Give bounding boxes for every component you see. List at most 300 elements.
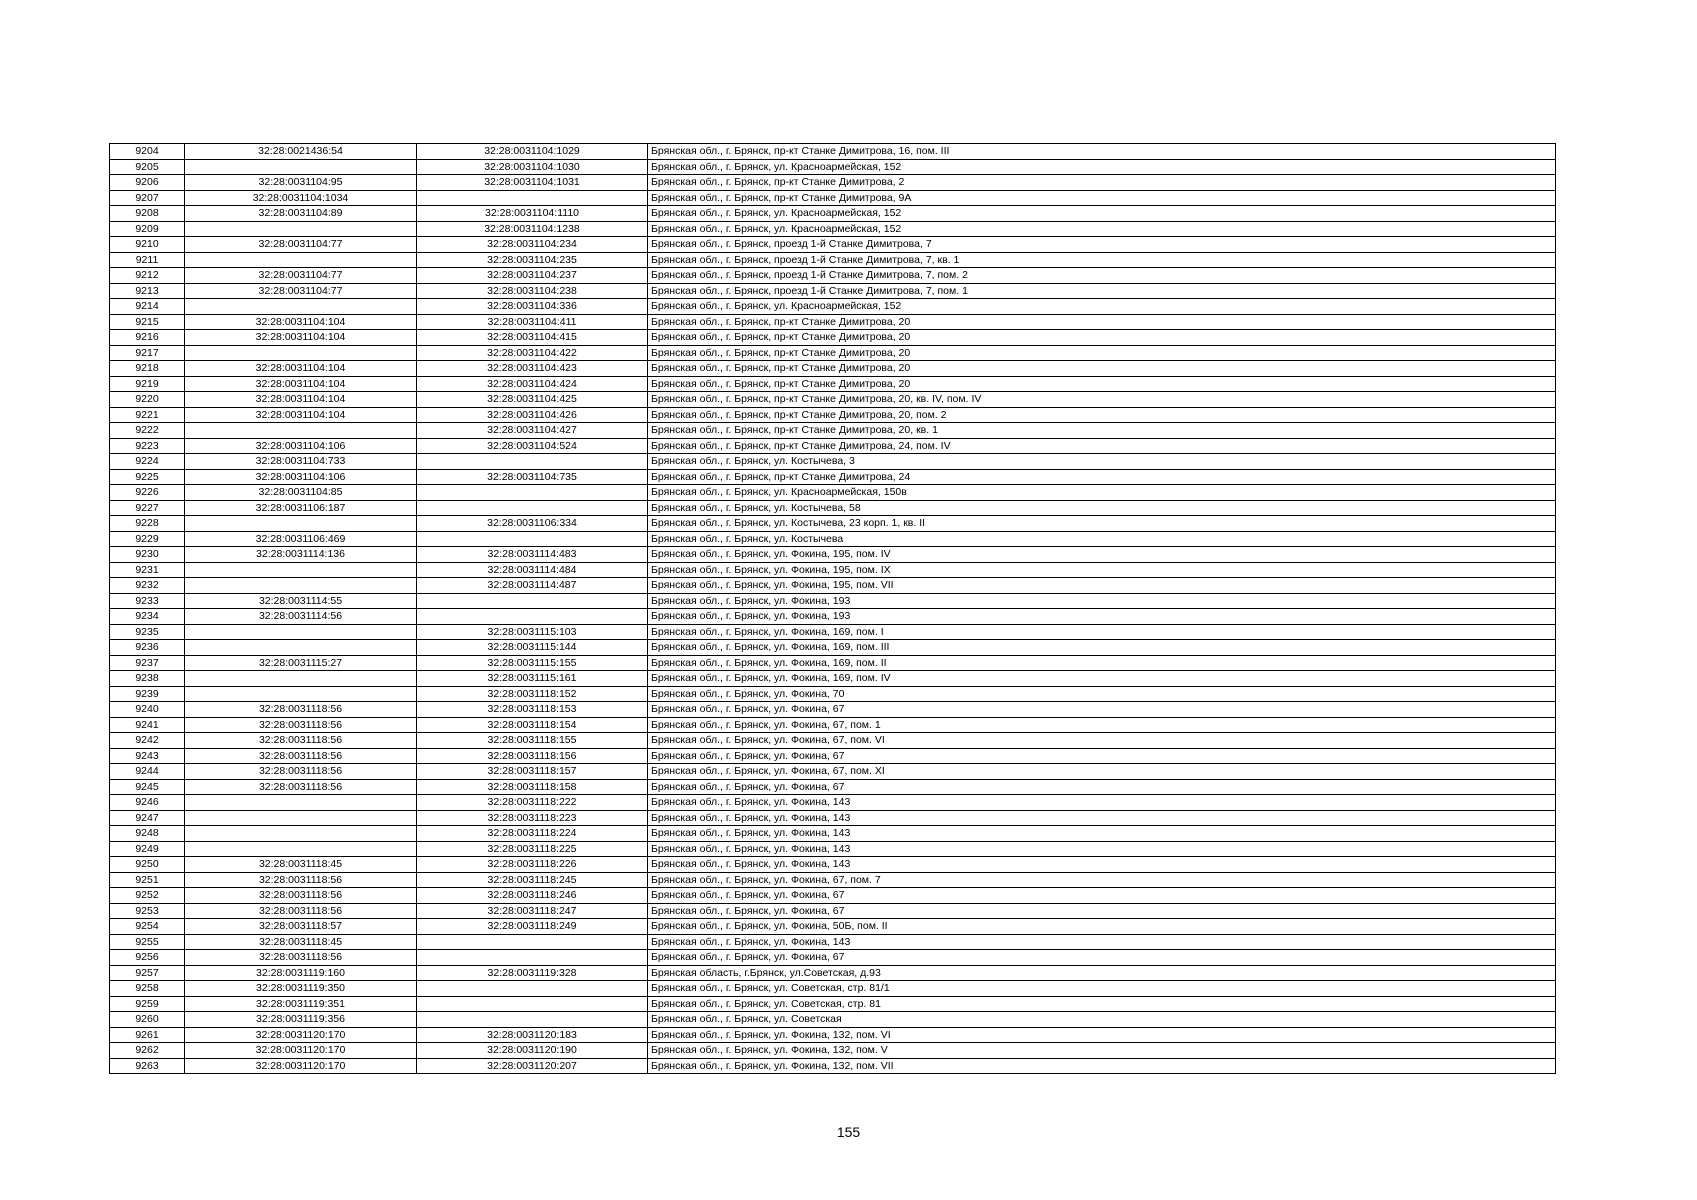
land-cadastral-number-cell: 32:28:0031118:56 [185, 748, 417, 764]
address-cell: Брянская обл., г. Брянск, проезд 1-й Станке Димитрова, 7 [648, 237, 1556, 253]
address-cell: Брянская обл., г. Брянск, пр-кт Станке Димитрова, 20, кв. 1 [648, 423, 1556, 439]
land-cadastral-number-cell: 32:28:0031118:56 [185, 764, 417, 780]
address-cell: Брянская обл., г. Брянск, проезд 1-й Станке Димитрова, 7, пом. 1 [648, 283, 1556, 299]
row-number-cell: 9217 [110, 345, 185, 361]
land-cadastral-number-cell [185, 671, 417, 687]
object-cadastral-number-cell: 32:28:0031118:152 [417, 686, 648, 702]
object-cadastral-number-cell: 32:28:0031118:156 [417, 748, 648, 764]
table-row [110, 144, 1556, 160]
object-cadastral-number-cell: 32:28:0031104:426 [417, 407, 648, 423]
object-cadastral-number-cell: 32:28:0031104:415 [417, 330, 648, 346]
object-cadastral-number-cell: 32:28:0031106:334 [417, 516, 648, 532]
row-number-cell: 9255 [110, 934, 185, 950]
object-cadastral-number-cell [417, 609, 648, 625]
table-row [110, 516, 1556, 532]
land-cadastral-number-cell: 32:28:0031115:27 [185, 655, 417, 671]
land-cadastral-number-cell: 32:28:0031119:350 [185, 981, 417, 997]
row-number-cell: 9249 [110, 841, 185, 857]
address-cell: Брянская обл., г. Брянск, ул. Фокина, 193 [648, 609, 1556, 625]
table-row [110, 221, 1556, 237]
address-cell: Брянская обл., г. Брянск, ул. Фокина, 143 [648, 934, 1556, 950]
object-cadastral-number-cell: 32:28:0031104:425 [417, 392, 648, 408]
row-number-cell: 9216 [110, 330, 185, 346]
table-row [110, 159, 1556, 175]
object-cadastral-number-cell: 32:28:0031114:484 [417, 562, 648, 578]
table-row [110, 841, 1556, 857]
object-cadastral-number-cell [417, 1012, 648, 1028]
table-row [110, 454, 1556, 470]
address-cell: Брянская обл., г. Брянск, ул. Фокина, 195, пом. IV [648, 547, 1556, 563]
row-number-cell: 9247 [110, 810, 185, 826]
land-cadastral-number-cell: 32:28:0031104:77 [185, 283, 417, 299]
land-cadastral-number-cell: 32:28:0031104:104 [185, 361, 417, 377]
object-cadastral-number-cell: 32:28:0031118:247 [417, 903, 648, 919]
land-cadastral-number-cell: 32:28:0031118:57 [185, 919, 417, 935]
table-row [110, 438, 1556, 454]
object-cadastral-number-cell [417, 485, 648, 501]
address-cell: Брянская обл., г. Брянск, пр-кт Станке Димитрова, 24, пом. IV [648, 438, 1556, 454]
address-cell: Брянская обл., г. Брянск, пр-кт Станке Димитрова, 20 [648, 376, 1556, 392]
address-cell: Брянская обл., г. Брянск, пр-кт Станке Димитрова, 16, пом. III [648, 144, 1556, 160]
row-number-cell: 9239 [110, 686, 185, 702]
object-cadastral-number-cell: 32:28:0031114:483 [417, 547, 648, 563]
table-row [110, 671, 1556, 687]
table-row [110, 190, 1556, 206]
table-row [110, 655, 1556, 671]
table-row [110, 485, 1556, 501]
land-cadastral-number-cell [185, 345, 417, 361]
row-number-cell: 9210 [110, 237, 185, 253]
table-row [110, 748, 1556, 764]
land-cadastral-number-cell [185, 640, 417, 656]
land-cadastral-number-cell: 32:28:0031104:104 [185, 407, 417, 423]
address-cell: Брянская обл., г. Брянск, ул. Костычева [648, 531, 1556, 547]
object-cadastral-number-cell: 32:28:0031120:207 [417, 1058, 648, 1074]
object-cadastral-number-cell [417, 454, 648, 470]
address-cell: Брянская обл., г. Брянск, ул. Фокина, 169, пом. II [648, 655, 1556, 671]
row-number-cell: 9219 [110, 376, 185, 392]
table-row [110, 702, 1556, 718]
address-cell: Брянская обл., г. Брянск, пр-кт Станке Димитрова, 20, кв. IV, пом. IV [648, 392, 1556, 408]
land-cadastral-number-cell [185, 299, 417, 315]
land-cadastral-number-cell: 32:28:0031104:77 [185, 237, 417, 253]
object-cadastral-number-cell: 32:28:0031104:427 [417, 423, 648, 439]
row-number-cell: 9224 [110, 454, 185, 470]
address-cell: Брянская обл., г. Брянск, проезд 1-й Станке Димитрова, 7, кв. 1 [648, 252, 1556, 268]
land-cadastral-number-cell: 32:28:0031118:45 [185, 857, 417, 873]
table-row [110, 206, 1556, 222]
table-row [110, 872, 1556, 888]
address-cell: Брянская обл., г. Брянск, пр-кт Станке Димитрова, 20 [648, 330, 1556, 346]
row-number-cell: 9243 [110, 748, 185, 764]
object-cadastral-number-cell: 32:28:0031118:155 [417, 733, 648, 749]
object-cadastral-number-cell: 32:28:0031118:153 [417, 702, 648, 718]
table-row [110, 903, 1556, 919]
land-cadastral-number-cell: 32:28:0031118:56 [185, 733, 417, 749]
table-row [110, 826, 1556, 842]
row-number-cell: 9234 [110, 609, 185, 625]
address-cell: Брянская область, г.Брянск, ул.Советская, д.93 [648, 965, 1556, 981]
row-number-cell: 9213 [110, 283, 185, 299]
address-cell: Брянская обл., г. Брянск, пр-кт Станке Димитрова, 20 [648, 314, 1556, 330]
land-cadastral-number-cell [185, 423, 417, 439]
address-cell: Брянская обл., г. Брянск, ул. Красноармейская, 152 [648, 159, 1556, 175]
object-cadastral-number-cell: 32:28:0031120:190 [417, 1043, 648, 1059]
row-number-cell: 9245 [110, 779, 185, 795]
table-row [110, 996, 1556, 1012]
table-row [110, 376, 1556, 392]
address-cell: Брянская обл., г. Брянск, ул. Фокина, 67 [648, 779, 1556, 795]
object-cadastral-number-cell: 32:28:0031118:225 [417, 841, 648, 857]
address-cell: Брянская обл., г. Брянск, ул. Фокина, 169, пом. IV [648, 671, 1556, 687]
row-number-cell: 9230 [110, 547, 185, 563]
row-number-cell: 9206 [110, 175, 185, 191]
table-row [110, 686, 1556, 702]
table-row [110, 1012, 1556, 1028]
object-cadastral-number-cell: 32:28:0031120:183 [417, 1027, 648, 1043]
land-cadastral-number-cell: 32:28:0031114:56 [185, 609, 417, 625]
table-row [110, 469, 1556, 485]
row-number-cell: 9252 [110, 888, 185, 904]
address-cell: Брянская обл., г. Брянск, пр-кт Станке Димитрова, 20 [648, 361, 1556, 377]
table-row [110, 547, 1556, 563]
row-number-cell: 9261 [110, 1027, 185, 1043]
object-cadastral-number-cell [417, 934, 648, 950]
land-cadastral-number-cell: 32:28:0031104:104 [185, 392, 417, 408]
row-number-cell: 9228 [110, 516, 185, 532]
table-row [110, 1027, 1556, 1043]
address-cell: Брянская обл., г. Брянск, ул. Фокина, 67, пом. 1 [648, 717, 1556, 733]
object-cadastral-number-cell: 32:28:0031104:422 [417, 345, 648, 361]
table-row [110, 423, 1556, 439]
table-row [110, 237, 1556, 253]
land-cadastral-number-cell: 32:28:0031119:160 [185, 965, 417, 981]
object-cadastral-number-cell: 32:28:0031104:411 [417, 314, 648, 330]
land-cadastral-number-cell: 32:28:0031118:45 [185, 934, 417, 950]
table-row [110, 888, 1556, 904]
object-cadastral-number-cell: 32:28:0031118:222 [417, 795, 648, 811]
object-cadastral-number-cell: 32:28:0031118:158 [417, 779, 648, 795]
address-cell: Брянская обл., г. Брянск, ул. Фокина, 193 [648, 593, 1556, 609]
land-cadastral-number-cell [185, 795, 417, 811]
object-cadastral-number-cell: 32:28:0031104:423 [417, 361, 648, 377]
land-cadastral-number-cell: 32:28:0031104:95 [185, 175, 417, 191]
land-cadastral-number-cell: 32:28:0031104:1034 [185, 190, 417, 206]
address-cell: Брянская обл., г. Брянск, ул. Фокина, 132, пом. V [648, 1043, 1556, 1059]
table-row [110, 733, 1556, 749]
address-cell: Брянская обл., г. Брянск, ул. Фокина, 143 [648, 841, 1556, 857]
land-cadastral-number-cell [185, 516, 417, 532]
address-cell: Брянская обл., г. Брянск, ул. Фокина, 132, пом. VII [648, 1058, 1556, 1074]
row-number-cell: 9251 [110, 872, 185, 888]
row-number-cell: 9256 [110, 950, 185, 966]
row-number-cell: 9260 [110, 1012, 185, 1028]
address-cell: Брянская обл., г. Брянск, ул. Фокина, 50Б, пом. II [648, 919, 1556, 935]
row-number-cell: 9236 [110, 640, 185, 656]
object-cadastral-number-cell: 32:28:0031115:103 [417, 624, 648, 640]
address-cell: Брянская обл., г. Брянск, ул. Фокина, 67 [648, 950, 1556, 966]
row-number-cell: 9232 [110, 578, 185, 594]
land-cadastral-number-cell [185, 562, 417, 578]
object-cadastral-number-cell: 32:28:0031118:223 [417, 810, 648, 826]
row-number-cell: 9209 [110, 221, 185, 237]
land-cadastral-number-cell [185, 686, 417, 702]
row-number-cell: 9215 [110, 314, 185, 330]
row-number-cell: 9248 [110, 826, 185, 842]
address-cell: Брянская обл., г. Брянск, ул. Фокина, 195, пом. IX [648, 562, 1556, 578]
table-row [110, 919, 1556, 935]
table-row [110, 950, 1556, 966]
table-row [110, 857, 1556, 873]
row-number-cell: 9238 [110, 671, 185, 687]
address-cell: Брянская обл., г. Брянск, ул. Фокина, 70 [648, 686, 1556, 702]
land-cadastral-number-cell: 32:28:0031104:106 [185, 469, 417, 485]
land-cadastral-number-cell [185, 252, 417, 268]
address-cell: Брянская обл., г. Брянск, ул. Фокина, 67 [648, 702, 1556, 718]
row-number-cell: 9225 [110, 469, 185, 485]
land-cadastral-number-cell: 32:28:0031120:170 [185, 1027, 417, 1043]
address-cell: Брянская обл., г. Брянск, ул. Фокина, 132, пом. VI [648, 1027, 1556, 1043]
object-cadastral-number-cell: 32:28:0031119:328 [417, 965, 648, 981]
address-cell: Брянская обл., г. Брянск, ул. Красноармейская, 152 [648, 221, 1556, 237]
object-cadastral-number-cell [417, 950, 648, 966]
address-cell: Брянская обл., г. Брянск, ул. Советская, стр. 81/1 [648, 981, 1556, 997]
object-cadastral-number-cell: 32:28:0031118:246 [417, 888, 648, 904]
table-row [110, 593, 1556, 609]
address-cell: Брянская обл., г. Брянск, ул. Советская [648, 1012, 1556, 1028]
address-cell: Брянская обл., г. Брянск, ул. Фокина, 67, пом. 7 [648, 872, 1556, 888]
object-cadastral-number-cell: 32:28:0031104:1029 [417, 144, 648, 160]
land-cadastral-number-cell: 32:28:0031120:170 [185, 1058, 417, 1074]
address-cell: Брянская обл., г. Брянск, ул. Красноармейская, 152 [648, 206, 1556, 222]
object-cadastral-number-cell: 32:28:0031104:735 [417, 469, 648, 485]
land-cadastral-number-cell: 32:28:0031104:106 [185, 438, 417, 454]
land-cadastral-number-cell: 32:28:0031114:136 [185, 547, 417, 563]
row-number-cell: 9208 [110, 206, 185, 222]
object-cadastral-number-cell: 32:28:0031104:237 [417, 268, 648, 284]
table-row [110, 252, 1556, 268]
address-cell: Брянская обл., г. Брянск, ул. Фокина, 169, пом. III [648, 640, 1556, 656]
table-row [110, 361, 1556, 377]
land-cadastral-number-cell: 32:28:0031118:56 [185, 717, 417, 733]
object-cadastral-number-cell [417, 593, 648, 609]
address-cell: Брянская обл., г. Брянск, ул. Фокина, 67 [648, 748, 1556, 764]
row-number-cell: 9263 [110, 1058, 185, 1074]
land-cadastral-number-cell: 32:28:0031104:85 [185, 485, 417, 501]
table-row [110, 283, 1556, 299]
object-cadastral-number-cell: 32:28:0031104:524 [417, 438, 648, 454]
object-cadastral-number-cell: 32:28:0031118:224 [417, 826, 648, 842]
object-cadastral-number-cell [417, 190, 648, 206]
object-cadastral-number-cell [417, 981, 648, 997]
row-number-cell: 9235 [110, 624, 185, 640]
address-cell: Брянская обл., г. Брянск, ул. Костычева, 58 [648, 500, 1556, 516]
row-number-cell: 9254 [110, 919, 185, 935]
row-number-cell: 9214 [110, 299, 185, 315]
land-cadastral-number-cell: 32:28:0031104:77 [185, 268, 417, 284]
land-cadastral-number-cell [185, 841, 417, 857]
table-row [110, 345, 1556, 361]
land-cadastral-number-cell: 32:28:0031114:55 [185, 593, 417, 609]
address-cell: Брянская обл., г. Брянск, ул. Костычева, 3 [648, 454, 1556, 470]
object-cadastral-number-cell [417, 531, 648, 547]
land-cadastral-number-cell: 32:28:0031118:56 [185, 779, 417, 795]
row-number-cell: 9221 [110, 407, 185, 423]
row-number-cell: 9227 [110, 500, 185, 516]
land-cadastral-number-cell [185, 810, 417, 826]
row-number-cell: 9212 [110, 268, 185, 284]
object-cadastral-number-cell: 32:28:0031118:226 [417, 857, 648, 873]
land-cadastral-number-cell: 32:28:0031119:356 [185, 1012, 417, 1028]
row-number-cell: 9259 [110, 996, 185, 1012]
land-cadastral-number-cell: 32:28:0031104:733 [185, 454, 417, 470]
row-number-cell: 9229 [110, 531, 185, 547]
address-cell: Брянская обл., г. Брянск, пр-кт Станке Димитрова, 20, пом. 2 [648, 407, 1556, 423]
registry-table [109, 143, 1556, 1074]
object-cadastral-number-cell: 32:28:0031104:424 [417, 376, 648, 392]
table-row [110, 578, 1556, 594]
address-cell: Брянская обл., г. Брянск, ул. Советская, стр. 81 [648, 996, 1556, 1012]
row-number-cell: 9204 [110, 144, 185, 160]
object-cadastral-number-cell: 32:28:0031115:144 [417, 640, 648, 656]
registry-table-body [110, 144, 1556, 1074]
table-row [110, 640, 1556, 656]
land-cadastral-number-cell [185, 624, 417, 640]
object-cadastral-number-cell: 32:28:0031104:336 [417, 299, 648, 315]
land-cadastral-number-cell [185, 221, 417, 237]
table-row [110, 764, 1556, 780]
object-cadastral-number-cell: 32:28:0031104:1110 [417, 206, 648, 222]
row-number-cell: 9240 [110, 702, 185, 718]
row-number-cell: 9242 [110, 733, 185, 749]
table-row [110, 934, 1556, 950]
row-number-cell: 9205 [110, 159, 185, 175]
table-row [110, 531, 1556, 547]
land-cadastral-number-cell [185, 578, 417, 594]
row-number-cell: 9246 [110, 795, 185, 811]
row-number-cell: 9244 [110, 764, 185, 780]
table-row [110, 981, 1556, 997]
land-cadastral-number-cell: 32:28:0031118:56 [185, 702, 417, 718]
object-cadastral-number-cell: 32:28:0031115:155 [417, 655, 648, 671]
address-cell: Брянская обл., г. Брянск, пр-кт Станке Димитрова, 24 [648, 469, 1556, 485]
row-number-cell: 9237 [110, 655, 185, 671]
table-row [110, 562, 1556, 578]
land-cadastral-number-cell: 32:28:0031118:56 [185, 950, 417, 966]
table-row [110, 1043, 1556, 1059]
table-row [110, 500, 1556, 516]
land-cadastral-number-cell: 32:28:0031118:56 [185, 903, 417, 919]
land-cadastral-number-cell: 32:28:0031106:187 [185, 500, 417, 516]
object-cadastral-number-cell [417, 996, 648, 1012]
address-cell: Брянская обл., г. Брянск, ул. Фокина, 143 [648, 826, 1556, 842]
address-cell: Брянская обл., г. Брянск, ул. Костычева, 23 корп. 1, кв. II [648, 516, 1556, 532]
object-cadastral-number-cell: 32:28:0031104:1238 [417, 221, 648, 237]
row-number-cell: 9258 [110, 981, 185, 997]
address-cell: Брянская обл., г. Брянск, ул. Фокина, 143 [648, 795, 1556, 811]
page-number: 155 [836, 1124, 861, 1140]
table-row [110, 810, 1556, 826]
row-number-cell: 9257 [110, 965, 185, 981]
table-row [110, 965, 1556, 981]
table-row [110, 175, 1556, 191]
row-number-cell: 9250 [110, 857, 185, 873]
row-number-cell: 9218 [110, 361, 185, 377]
row-number-cell: 9211 [110, 252, 185, 268]
address-cell: Брянская обл., г. Брянск, пр-кт Станке Димитрова, 2 [648, 175, 1556, 191]
table-row [110, 609, 1556, 625]
row-number-cell: 9220 [110, 392, 185, 408]
row-number-cell: 9262 [110, 1043, 185, 1059]
land-cadastral-number-cell [185, 826, 417, 842]
land-cadastral-number-cell: 32:28:0031106:469 [185, 531, 417, 547]
land-cadastral-number-cell: 32:28:0031119:351 [185, 996, 417, 1012]
table-row [110, 392, 1556, 408]
table-row [110, 795, 1556, 811]
address-cell: Брянская обл., г. Брянск, ул. Красноармейская, 152 [648, 299, 1556, 315]
table-row [110, 330, 1556, 346]
row-number-cell: 9226 [110, 485, 185, 501]
table-row [110, 268, 1556, 284]
object-cadastral-number-cell: 32:28:0031104:235 [417, 252, 648, 268]
land-cadastral-number-cell: 32:28:0031120:170 [185, 1043, 417, 1059]
object-cadastral-number-cell: 32:28:0031104:238 [417, 283, 648, 299]
address-cell: Брянская обл., г. Брянск, ул. Фокина, 67 [648, 903, 1556, 919]
object-cadastral-number-cell: 32:28:0031118:249 [417, 919, 648, 935]
land-cadastral-number-cell: 32:28:0031118:56 [185, 888, 417, 904]
land-cadastral-number-cell: 32:28:0021436:54 [185, 144, 417, 160]
row-number-cell: 9223 [110, 438, 185, 454]
table-row [110, 314, 1556, 330]
row-number-cell: 9253 [110, 903, 185, 919]
address-cell: Брянская обл., г. Брянск, ул. Фокина, 67 [648, 888, 1556, 904]
object-cadastral-number-cell: 32:28:0031104:1030 [417, 159, 648, 175]
object-cadastral-number-cell: 32:28:0031118:157 [417, 764, 648, 780]
row-number-cell: 9231 [110, 562, 185, 578]
object-cadastral-number-cell: 32:28:0031114:487 [417, 578, 648, 594]
address-cell: Брянская обл., г. Брянск, ул. Фокина, 67, пом. XI [648, 764, 1556, 780]
table-row [110, 407, 1556, 423]
table-row [110, 1058, 1556, 1074]
object-cadastral-number-cell: 32:28:0031115:161 [417, 671, 648, 687]
row-number-cell: 9241 [110, 717, 185, 733]
address-cell: Брянская обл., г. Брянск, пр-кт Станке Димитрова, 9А [648, 190, 1556, 206]
address-cell: Брянская обл., г. Брянск, ул. Красноармейская, 150в [648, 485, 1556, 501]
table-row [110, 299, 1556, 315]
object-cadastral-number-cell: 32:28:0031118:154 [417, 717, 648, 733]
object-cadastral-number-cell: 32:28:0031118:245 [417, 872, 648, 888]
object-cadastral-number-cell [417, 500, 648, 516]
land-cadastral-number-cell: 32:28:0031104:104 [185, 376, 417, 392]
address-cell: Брянская обл., г. Брянск, ул. Фокина, 67, пом. VI [648, 733, 1556, 749]
row-number-cell: 9222 [110, 423, 185, 439]
land-cadastral-number-cell: 32:28:0031104:104 [185, 330, 417, 346]
address-cell: Брянская обл., г. Брянск, ул. Фокина, 143 [648, 810, 1556, 826]
land-cadastral-number-cell: 32:28:0031104:89 [185, 206, 417, 222]
table-row [110, 779, 1556, 795]
address-cell: Брянская обл., г. Брянск, ул. Фокина, 195, пом. VII [648, 578, 1556, 594]
address-cell: Брянская обл., г. Брянск, проезд 1-й Станке Димитрова, 7, пом. 2 [648, 268, 1556, 284]
object-cadastral-number-cell: 32:28:0031104:234 [417, 237, 648, 253]
land-cadastral-number-cell [185, 159, 417, 175]
row-number-cell: 9233 [110, 593, 185, 609]
address-cell: Брянская обл., г. Брянск, ул. Фокина, 143 [648, 857, 1556, 873]
address-cell: Брянская обл., г. Брянск, пр-кт Станке Димитрова, 20 [648, 345, 1556, 361]
object-cadastral-number-cell: 32:28:0031104:1031 [417, 175, 648, 191]
table-row [110, 624, 1556, 640]
row-number-cell: 9207 [110, 190, 185, 206]
address-cell: Брянская обл., г. Брянск, ул. Фокина, 169, пом. I [648, 624, 1556, 640]
